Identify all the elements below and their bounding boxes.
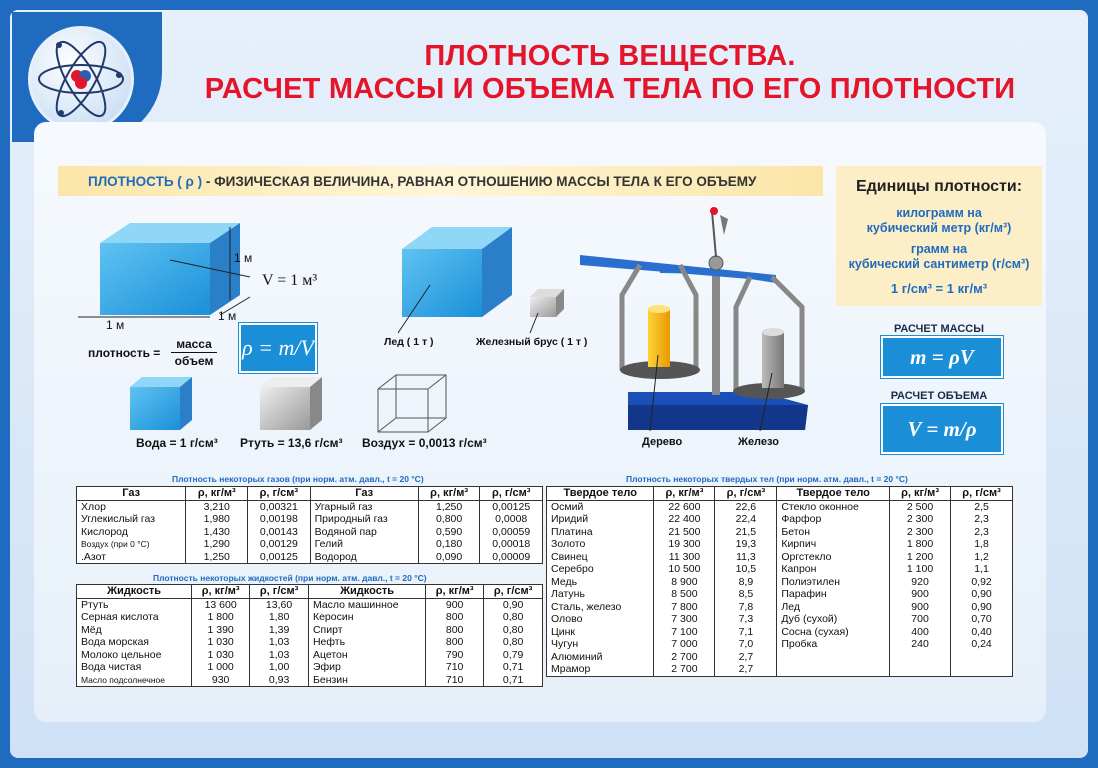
gases-header-cell: ρ, г/см³ — [480, 487, 543, 501]
table-cell: 13,60 — [250, 598, 309, 611]
table-cell: 13 600 — [192, 598, 250, 611]
table-cell: Нефть — [308, 636, 425, 649]
mass-formula-box: m = ρV — [881, 336, 1003, 378]
solids-header-cell: ρ, г/см³ — [715, 487, 777, 501]
table-cell: 1 390 — [192, 624, 250, 637]
table-cell: 1,290 — [186, 538, 248, 551]
table-cell: 8 500 — [654, 588, 715, 601]
table-cell: 22,6 — [715, 500, 777, 513]
gases-header-cell: ρ, кг/м³ — [418, 487, 480, 501]
unit-kg-m3-line2: кубический метр (кг/м³) — [866, 221, 1012, 235]
table-cell: 8,5 — [715, 588, 777, 601]
table-cell: Парафин — [777, 588, 890, 601]
table-row — [547, 526, 1013, 539]
water-cube — [130, 377, 192, 430]
atom-logo — [28, 26, 134, 132]
table-cell: 1,8 — [951, 538, 1013, 551]
table-cell: 0,71 — [484, 674, 543, 687]
table-cell: 2,7 — [715, 663, 777, 676]
solids-header-cell: ρ, г/см³ — [951, 487, 1013, 501]
table-row — [547, 613, 1013, 626]
table-cell: Осмий — [547, 500, 654, 513]
table-cell: 2 700 — [654, 651, 715, 664]
units-title: Единицы плотности: — [855, 178, 1023, 195]
liquids-header-row — [77, 585, 543, 599]
table-cell: 2,3 — [951, 526, 1013, 539]
table-cell: 800 — [426, 636, 484, 649]
table-cell: 0,80 — [484, 624, 543, 637]
table-cell: Природный газ — [310, 513, 418, 526]
table-row — [77, 661, 543, 674]
table-cell: 1 800 — [890, 538, 951, 551]
solids-header-cell: ρ, кг/м³ — [654, 487, 715, 501]
table-cell: Кислород — [77, 526, 186, 539]
table-cell: 800 — [426, 611, 484, 624]
table-cell: 0,80 — [484, 611, 543, 624]
table-cell: 1,39 — [250, 624, 309, 637]
table-row — [547, 563, 1013, 576]
unit-kg-m3-line1: килограмм на — [896, 206, 982, 220]
air-label: Воздух = 0,0013 г/см³ — [362, 436, 487, 450]
table-cell — [951, 663, 1013, 676]
solids-header-cell: Твердое тело — [547, 487, 654, 501]
table-cell: Алюминий — [547, 651, 654, 664]
table-cell: Стекло оконное — [777, 500, 890, 513]
table-cell: Углекислый газ — [77, 513, 186, 526]
table-cell: 7,3 — [715, 613, 777, 626]
table-cell: 0,00129 — [248, 538, 311, 551]
mercury-label: Ртуть = 13,6 г/см³ — [240, 436, 343, 450]
balance-scale — [580, 207, 808, 431]
table-row — [77, 649, 543, 662]
unit-g-cm3-line1: грамм на — [910, 242, 968, 256]
liquids-header-cell: ρ, г/см³ — [250, 585, 309, 599]
liquids-header-cell: Жидкость — [308, 585, 425, 599]
table-cell: 1 200 — [890, 551, 951, 564]
table-row — [547, 588, 1013, 601]
title-line-2: РАСЧЕТ МАССЫ И ОБЪЕМА ТЕЛА ПО ЕГО ПЛОТНОСТИ — [204, 73, 1016, 105]
mercury-cube — [260, 377, 322, 430]
table-cell: 0,90 — [484, 598, 543, 611]
liquids-caption: Плотность некоторых жидкостей (при норм. атм. давл., t = 20 °C) — [153, 573, 427, 583]
table-cell: 930 — [192, 674, 250, 687]
table-row — [77, 526, 543, 539]
table-cell: 0,70 — [951, 613, 1013, 626]
table-cell: 0,79 — [484, 649, 543, 662]
table-cell: Капрон — [777, 563, 890, 576]
table-row — [77, 674, 543, 687]
table-cell: 700 — [890, 613, 951, 626]
table-cell: 1,03 — [250, 649, 309, 662]
table-cell: Бетон — [777, 526, 890, 539]
unit-g-cm3-line2: кубический сантиметр (г/см³) — [848, 257, 1030, 271]
table-cell: Бензин — [308, 674, 425, 687]
table-row — [77, 513, 543, 526]
table-cell — [777, 663, 890, 676]
table-cell — [777, 651, 890, 664]
table-cell: 1 800 — [192, 611, 250, 624]
solids-header-row — [547, 487, 1013, 501]
table-cell: 2 300 — [890, 526, 951, 539]
formula-fraction — [171, 336, 217, 369]
table-cell: 21,5 — [715, 526, 777, 539]
air-cube — [378, 375, 446, 432]
solids-table — [546, 486, 1013, 677]
table-cell: Дуб (сухой) — [777, 613, 890, 626]
table-row — [547, 601, 1013, 614]
table-cell: 7 100 — [654, 626, 715, 639]
table-cell: Ацетон — [308, 649, 425, 662]
table-row — [77, 551, 543, 564]
table-cell: Ртуть — [77, 598, 192, 611]
table-cell: .Азот — [77, 551, 186, 564]
gases-header-cell: Газ — [310, 487, 418, 501]
gases-caption: Плотность некоторых газов (при норм. атм. давл., t = 20 °C) — [172, 474, 424, 484]
table-cell: Оргстекло — [777, 551, 890, 564]
table-cell: Масло машинное — [308, 598, 425, 611]
wood-label: Дерево — [642, 436, 683, 448]
table-cell: 790 — [426, 649, 484, 662]
table-cell: 0,590 — [418, 526, 480, 539]
table-cell: Гелий — [310, 538, 418, 551]
table-cell: Серная кислота — [77, 611, 192, 624]
table-cell: 2,3 — [951, 513, 1013, 526]
table-row — [547, 576, 1013, 589]
table-cell: 7,1 — [715, 626, 777, 639]
table-cell: Латунь — [547, 588, 654, 601]
table-cell: 7,8 — [715, 601, 777, 614]
table-cell: 2 700 — [654, 663, 715, 676]
mass-calc-label: РАСЧЕТ МАССЫ — [893, 323, 985, 335]
solids-header-cell: Твердое тело — [777, 487, 890, 501]
table-cell: 2 500 — [890, 500, 951, 513]
table-row — [77, 611, 543, 624]
gases-header-cell: ρ, г/см³ — [248, 487, 311, 501]
table-cell: 0,0008 — [480, 513, 543, 526]
table-cell: 0,80 — [484, 636, 543, 649]
table-cell: 10,5 — [715, 563, 777, 576]
liquids-header-cell: ρ, кг/м³ — [192, 585, 250, 599]
table-cell: 11 300 — [654, 551, 715, 564]
table-cell: 1,1 — [951, 563, 1013, 576]
table-cell: 1,430 — [186, 526, 248, 539]
liquids-header-cell: ρ, кг/м³ — [426, 585, 484, 599]
table-cell: 920 — [890, 576, 951, 589]
table-cell: Платина — [547, 526, 654, 539]
table-cell: 710 — [426, 661, 484, 674]
table-cell: 0,800 — [418, 513, 480, 526]
table-cell: 7 000 — [654, 638, 715, 651]
table-cell: Воздух (при 0 °C) — [77, 538, 186, 551]
formula-word: плотность = — [88, 346, 161, 360]
table-cell: 11,3 — [715, 551, 777, 564]
table-row — [77, 598, 543, 611]
table-cell — [890, 651, 951, 664]
definition-term: ПЛОТНОСТЬ ( ρ ) — [88, 174, 203, 189]
table-cell: 22 600 — [654, 500, 715, 513]
table-cell: Масло подсолнечное — [77, 674, 192, 687]
table-cell: 2 300 — [890, 513, 951, 526]
table-cell: Свинец — [547, 551, 654, 564]
cube-height-label: 1 м — [234, 251, 253, 265]
table-cell: 900 — [426, 598, 484, 611]
table-row — [77, 624, 543, 637]
table-cell: 1,2 — [951, 551, 1013, 564]
table-cell: Серебро — [547, 563, 654, 576]
table-cell: Мрамор — [547, 663, 654, 676]
table-cell: 21 500 — [654, 526, 715, 539]
table-cell: Молоко цельное — [77, 649, 192, 662]
table-cell: 1,250 — [418, 500, 480, 513]
table-row — [547, 638, 1013, 651]
formula-numerator: масса — [171, 336, 217, 353]
table-cell: 0,00018 — [480, 538, 543, 551]
table-cell: Керосин — [308, 611, 425, 624]
iron-brick — [530, 289, 564, 333]
table-cell: Спирт — [308, 624, 425, 637]
table-cell: Пробка — [777, 638, 890, 651]
table-cell: 1 000 — [192, 661, 250, 674]
table-cell: 0,090 — [418, 551, 480, 564]
table-cell: Сталь, железо — [547, 601, 654, 614]
table-cell: 0,00143 — [248, 526, 311, 539]
formula-denominator: объем — [174, 354, 214, 368]
table-cell: Цинк — [547, 626, 654, 639]
gases-header-row — [77, 487, 543, 501]
table-cell: 0,00198 — [248, 513, 311, 526]
table-cell: 19,3 — [715, 538, 777, 551]
table-cell: Полиэтилен — [777, 576, 890, 589]
cube-volume: V = 1 м³ — [262, 272, 318, 289]
iron-brick-label: Железный брус ( 1 т ) — [476, 336, 588, 348]
table-cell: 10 500 — [654, 563, 715, 576]
table-cell: 900 — [890, 588, 951, 601]
ice-cube — [398, 227, 512, 333]
cube-depth-label: 1 м — [218, 309, 237, 323]
table-cell: 1,00 — [250, 661, 309, 674]
atom-icon — [31, 29, 131, 129]
table-cell: 0,93 — [250, 674, 309, 687]
table-cell: Хлор — [77, 500, 186, 513]
table-cell: Угарный газ — [310, 500, 418, 513]
table-cell: 1,80 — [250, 611, 309, 624]
table-cell: 0,40 — [951, 626, 1013, 639]
table-cell: 0,00059 — [480, 526, 543, 539]
table-cell: 7 800 — [654, 601, 715, 614]
gases-table — [76, 486, 543, 564]
table-row — [547, 626, 1013, 639]
table-cell: 0,00321 — [248, 500, 311, 513]
table-cell: Вода морская — [77, 636, 192, 649]
table-row — [547, 513, 1013, 526]
table-cell: 22 400 — [654, 513, 715, 526]
table-cell: 2,7 — [715, 651, 777, 664]
table-cell: Водяной пар — [310, 526, 418, 539]
meter-cube — [78, 223, 253, 317]
table-cell: Мёд — [77, 624, 192, 637]
table-cell: 0,71 — [484, 661, 543, 674]
table-cell: 0,180 — [418, 538, 480, 551]
table-cell — [890, 663, 951, 676]
table-row — [547, 500, 1013, 513]
table-cell: 1 030 — [192, 636, 250, 649]
volume-calc-label: РАСЧЕТ ОБЪЕМА — [890, 390, 988, 402]
poster-title — [180, 40, 1040, 106]
table-cell: 900 — [890, 601, 951, 614]
table-cell: 1 100 — [890, 563, 951, 576]
table-cell: 400 — [890, 626, 951, 639]
gases-header-cell: Газ — [77, 487, 186, 501]
solids-caption: Плотность некоторых твердых тел (при норм. атм. давл., t = 20 °C) — [626, 474, 908, 484]
table-cell: 2,5 — [951, 500, 1013, 513]
table-cell: 1,250 — [186, 551, 248, 564]
definition-text: - ФИЗИЧЕСКАЯ ВЕЛИЧИНА, РАВНАЯ ОТНОШЕНИЮ МАССЫ ТЕЛА К ЕГО ОБЪЕМУ — [202, 174, 757, 189]
table-cell: Кирпич — [777, 538, 890, 551]
table-cell: Сосна (сухая) — [777, 626, 890, 639]
table-row — [547, 663, 1013, 676]
volume-formula-box: V = m/ρ — [881, 404, 1003, 454]
table-cell: 7,0 — [715, 638, 777, 651]
water-label: Вода = 1 г/см³ — [136, 436, 218, 450]
iron-label: Железо — [738, 436, 779, 448]
unit-equivalence: 1 г/см³ = 1 кг/м³ — [890, 281, 988, 296]
table-cell: 19 300 — [654, 538, 715, 551]
table-row — [77, 636, 543, 649]
table-cell: 0,90 — [951, 588, 1013, 601]
density-formula-box: ρ = m/V — [239, 323, 317, 373]
table-cell: 0,92 — [951, 576, 1013, 589]
definition — [88, 174, 756, 189]
table-cell: 0,00009 — [480, 551, 543, 564]
liquids-header-cell: ρ, г/см³ — [484, 585, 543, 599]
ice-label: Лед ( 1 т ) — [384, 336, 434, 348]
table-cell: Чугун — [547, 638, 654, 651]
table-cell: 8,9 — [715, 576, 777, 589]
table-cell: 3,210 — [186, 500, 248, 513]
table-cell: 0,00125 — [248, 551, 311, 564]
table-cell: Водород — [310, 551, 418, 564]
table-row — [77, 538, 543, 551]
table-cell: 1,980 — [186, 513, 248, 526]
table-row — [547, 651, 1013, 664]
table-row — [547, 551, 1013, 564]
table-cell: 8 900 — [654, 576, 715, 589]
title-line-1: ПЛОТНОСТЬ ВЕЩЕСТВА. — [424, 40, 796, 72]
table-cell: 7 300 — [654, 613, 715, 626]
table-cell: Фарфор — [777, 513, 890, 526]
table-cell: 1,03 — [250, 636, 309, 649]
table-cell — [951, 651, 1013, 664]
table-cell: Эфир — [308, 661, 425, 674]
gases-header-cell: ρ, кг/м³ — [186, 487, 248, 501]
table-cell: Иридий — [547, 513, 654, 526]
table-cell: 0,00125 — [480, 500, 543, 513]
table-row — [547, 538, 1013, 551]
table-cell: 0,24 — [951, 638, 1013, 651]
table-cell: Золото — [547, 538, 654, 551]
table-row — [77, 500, 543, 513]
liquids-header-cell: Жидкость — [77, 585, 192, 599]
table-cell: 240 — [890, 638, 951, 651]
liquids-table — [76, 584, 543, 687]
table-cell: Вода чистая — [77, 661, 192, 674]
cube-width-label: 1 м — [106, 318, 125, 332]
table-cell: 22,4 — [715, 513, 777, 526]
table-cell: 1 030 — [192, 649, 250, 662]
table-cell: 710 — [426, 674, 484, 687]
table-cell: Медь — [547, 576, 654, 589]
table-cell: 800 — [426, 624, 484, 637]
table-cell: 0,90 — [951, 601, 1013, 614]
illustrations — [60, 205, 840, 460]
solids-header-cell: ρ, кг/м³ — [890, 487, 951, 501]
table-cell: Лед — [777, 601, 890, 614]
table-cell: Олово — [547, 613, 654, 626]
